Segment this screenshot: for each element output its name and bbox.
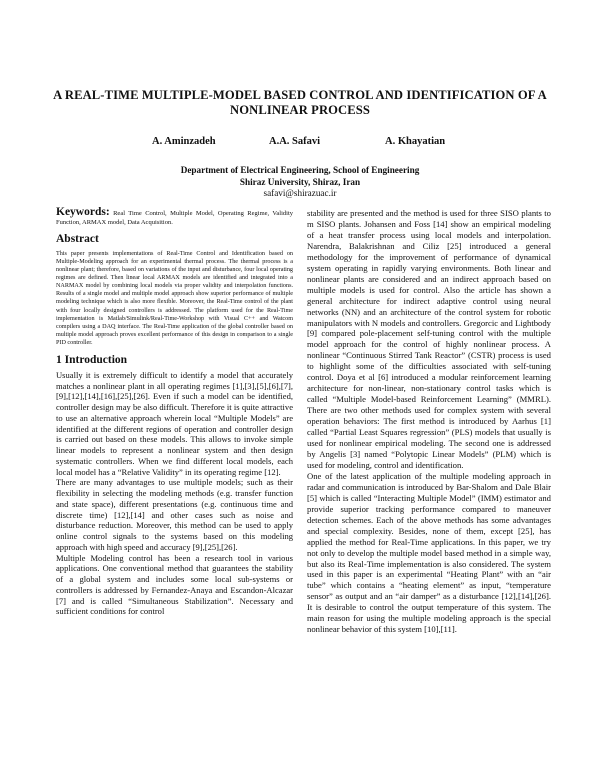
keywords-text: Real Time Control, Multiple Model, Operating Regime, Validity Function, ARMAX model, Data Acquisition. (56, 210, 294, 226)
right-column (307, 208, 551, 635)
keywords-label: Keywords: (56, 206, 110, 218)
paper-title: A REAL-TIME MULTIPLE-MODEL BASED CONTROL AND IDENTIFICATION OF A NONLINEAR PROCESS (53, 88, 547, 117)
paragraph: Usually it is extremely difficult to identify a model that accurately matches a nonlinear plant in all operating regimes [1],[3],[5],[6],[7],[9],[12],[14],[16],[25],[26]. Even if such a model can be identified, controller design may be also difficult. Therefore it is quite attractive to use an alternative approach wherein local “Multiple Models” are identified at the different regions of operation and controller design is carried out based on these models. This allows to invoke simple linear models to represent a nonlinear system and then design systematic controllers. When we find different local models, each local model has a “Relative Validity” in its operating regime [12]. (56, 369, 293, 477)
paragraph: There are many advantages to use multiple models; such as their flexibility in selecting the modeling methods (e.g. transfer function and state space), different presentations (e.g. continuous time and discrete time) [12],[14] and other cases such as noise and disturbance reduction. Moreover, this method can be used to apply online control signals to the systems based on this modeling approach with high speed and accuracy [9],[25],[26]. (56, 477, 293, 552)
university: Shiraz University, Shiraz, Iran (239, 176, 361, 187)
paragraph: stability are presented and the method is used for three SISO plants to m SISO plants. Johansen and Foss [14] show an empirical modeling of a heat transfer process using local models and interpolation. Narendra, Balakrishnan and Ciliz [25] introduced a general methodology for the improvement of performance of dynamical system operating in rapidly varying environments. Both linear and nonlinear plants are considered and an indirect approach based on multiple models is used for control. Also the article has shown a general architecture for indirect adaptive control using neural networks (NN) and an architecture of the control system for robotic manipulators with N models and controllers. Gregorcic and Lightbody [9] compared pole-placement self-tuning control with the multiple model approach for the control of highly nonlinear process. A nonlinear “Continuous Stirred Tank Reactor” (CSTR) process is used to highlight some of the difficulties associated with self-tuning control. Doya et al [6] introduced a modular reinforcement learning architecture for non-linear, non-stationary control tasks which is called “Multiple Model-based Reinforcement Learning” (MMRL). There are two other methods used for complex system with several operation behaviors: The first method is introduced by Aarhus [1] called “Partial Least Squares regression” (PLS) models that usually is used for nonlinear empirical modeling. The second one is addressed by Angelis [3] named “Polytopic Linear Models” (PLM) which is used for modeling, control and identification. (307, 208, 551, 470)
email: safavi@shirazuac.ir (263, 188, 337, 199)
author-list (0, 136, 600, 150)
left-column (56, 208, 293, 617)
author-name: A. Aminzadeh (152, 136, 216, 147)
abstract-heading: Abstract (56, 233, 99, 246)
affiliation (60, 165, 540, 200)
paragraph: One of the latest application of the multiple modeling approach in radar and communication is introduced by Bar-Shalom and Dale Blair [5] which is called “Interacting Multiple Model” (IMM) estimator and provide superior tracking performance compared to maneuver detection schemes. Each of the above methods has some advantages and special complexity. Besides, none of them, except [25], has applied the method for Real-Time applications. In this paper, we try not only to develop the multiple model based method in a simple way, but also its Real-Time implementation is also considered. The system used in this paper is an experimental “Heating Plant” with an “air tube” which contains a “heating element” as input, “temperature sensor” as output and an “air damper” as a disturbance [12],[14],[26]. It is desirable to control the output temperature of this system. The main reason for using the multiple modeling approach is the special nonlinear behavior of this system [10],[11]. (307, 470, 551, 635)
department: Department of Electrical Engineering, School of Engineering (180, 165, 420, 175)
section-heading: 1 Introduction (56, 353, 128, 366)
author-name: A. Khayatian (385, 136, 446, 147)
paragraph: Multiple Modeling control has been a research tool in various applications. One conventional method that guarantees the stability of a global system and includes some local sub-systems or controllers is addressed by Fernandez-Anaya and Escandon-Alcazar [7] and is called “Simultaneous Stabilization”. Necessary and sufficient conditions for control (56, 552, 293, 617)
keywords (56, 208, 293, 227)
abstract-text: This paper presents implementations of Real-Time Control and Identification based on Multiple-Modeling approach for an experimental thermal process. The thermal process is a nonlinear plant; therefore, based on variations of the input and disturbance, four local operating regimes are defined. Then linear local ARMAX models are identified and integrated into a NARMAX model by combining local models via proper validity and interpolation functions. Results of a single model and multiple model approach show superior performance of multiple modeling technique which is also more flexible. Moreover, the Real-Time control of the plant with four locally designed controllers is addressed. The platform used for the Real-Time implementation is Matlab/Simulink/Real-Time-Workshop with Visual C++ and Watcom compilers using a DAQ interface. The Real-Time application of the global controller based on multiple model approach proves excellent performance of this design in comparison to a single PID controller. (56, 251, 293, 346)
author-name: A.A. Safavi (269, 136, 321, 147)
